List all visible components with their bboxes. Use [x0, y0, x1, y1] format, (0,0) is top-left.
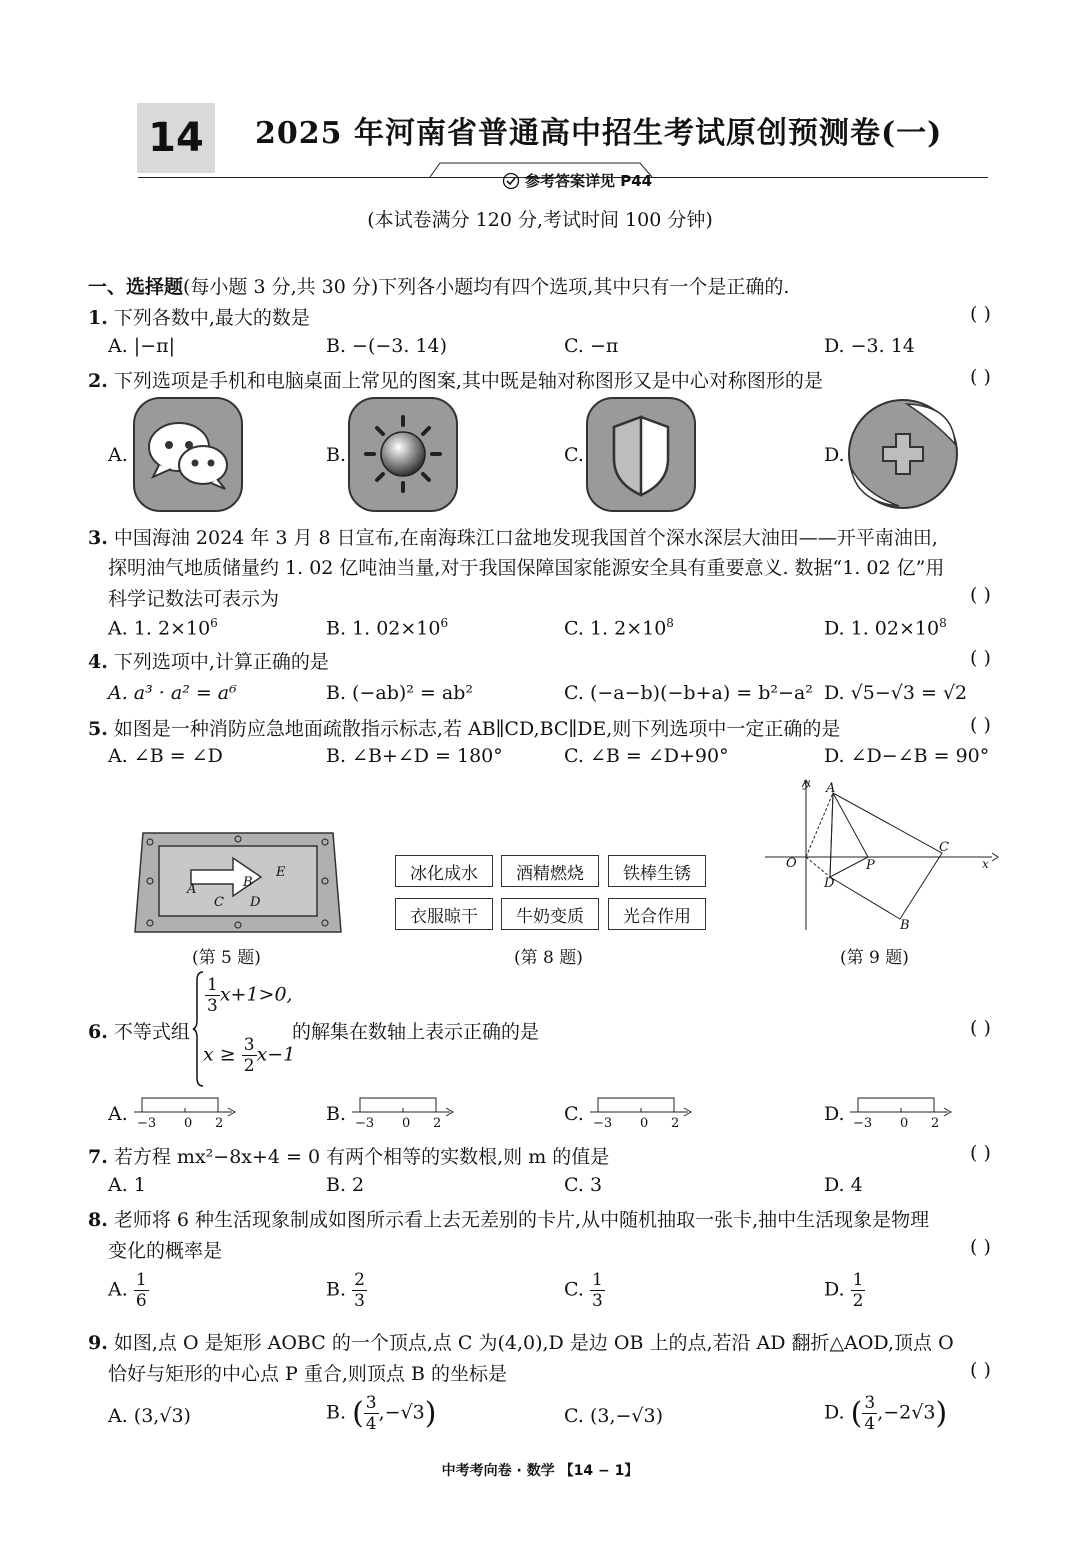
option-d[interactable]: D. 4: [824, 1174, 863, 1196]
question-text-line-1: 老师将 6 种生活现象制成如图所示看上去无差别的卡片,从中随机抽取一张卡,抽中生活现象是物理: [113, 1209, 930, 1231]
question-number: 8.: [88, 1209, 108, 1231]
shield-icon: [586, 397, 696, 512]
tick-label-m3: −3: [137, 1116, 157, 1131]
question-text: 如图是一种消防应急地面疏散指示标志,若 AB∥CD,BC∥DE,则下列选项中一定正确的是: [113, 718, 841, 740]
option-a[interactable]: A.: [108, 1103, 128, 1125]
answer-blank[interactable]: ( ): [970, 1142, 991, 1164]
question-text-line-2: 探明油气地质储量约 1. 02 亿吨油当量,对于我国保障国家能源安全具有重要意义. 数据“1. 02 亿”用: [108, 557, 945, 579]
option-b[interactable]: B. $\frac{2}{3}$: [326, 1270, 365, 1311]
figure-9-caption: (第 9 题): [840, 948, 909, 968]
option-d[interactable]: D.: [824, 1103, 845, 1125]
option-d[interactable]: D. $\frac{1}{2}$: [824, 1270, 864, 1311]
answer-blank[interactable]: ( ): [970, 714, 991, 736]
exponent: 6: [440, 616, 449, 630]
question-number: 6.: [88, 1021, 108, 1043]
question-4: [88, 647, 329, 674]
option-b[interactable]: B. −(−3. 14): [326, 335, 448, 357]
option-c[interactable]: [564, 616, 674, 639]
option-d[interactable]: [824, 616, 947, 639]
label-b: B: [243, 875, 253, 890]
card-3: 铁棒生锈: [608, 855, 706, 887]
tick-label-m3: −3: [355, 1116, 375, 1131]
question-3: [88, 523, 938, 550]
paper-title: 2025 年河南省普通高中招生考试原创预测卷(一): [255, 116, 943, 151]
label-b: B: [900, 918, 910, 933]
option-c[interactable]: C. ∠B = ∠D+90°: [564, 745, 729, 767]
plus-ball-icon: [847, 398, 959, 510]
page-footer: 中考考向卷 · 数学 【14 − 1】: [441, 1463, 639, 1479]
figure-8-caption: (第 8 题): [514, 948, 583, 968]
question-text-line-1: 如图,点 O 是矩形 AOBC 的一个顶点,点 C 为(4,0),D 是边 OB 上的点,若沿 AD 翻折△AOD,顶点 O: [113, 1332, 954, 1354]
option-a[interactable]: [108, 616, 218, 639]
option-c[interactable]: C. −π: [564, 335, 619, 357]
option-d[interactable]: D. ( $\frac{3}{4}$ ,−2√3): [824, 1393, 948, 1434]
question-1: [88, 303, 310, 330]
label-p: P: [866, 858, 875, 873]
tick-label-2: 2: [433, 1116, 442, 1131]
option-c[interactable]: C. $\frac{1}{3}$: [564, 1270, 603, 1311]
tick-label-0: 0: [900, 1116, 909, 1131]
option-b[interactable]: B.: [326, 1103, 347, 1125]
label-c: C: [939, 840, 949, 855]
inequality-1: $\frac{1}{3}$ x+1>0,: [207, 975, 293, 1016]
card-6: 光合作用: [608, 898, 706, 930]
card-4: 衣服晾干: [395, 898, 493, 930]
option-d[interactable]: D.: [824, 444, 845, 466]
question-7: [88, 1142, 609, 1169]
tick-label-0: 0: [184, 1116, 193, 1131]
option-a[interactable]: A.: [108, 444, 128, 466]
figure-9-diagram: [760, 775, 1000, 935]
question-2: [88, 366, 823, 393]
question-8: [88, 1205, 929, 1232]
exponent: 8: [939, 616, 947, 630]
option-c[interactable]: C. 3: [564, 1174, 603, 1196]
exponent: 8: [666, 616, 674, 630]
section-heading: [88, 272, 789, 299]
question-prefix: 不等式组: [113, 1021, 190, 1043]
option-text: B. 1. 02×10: [326, 617, 441, 640]
label-c: C: [214, 895, 224, 910]
question-text: 若方程 mx²−8x+4 = 0 有两个相等的实数根,则 m 的值是: [113, 1146, 610, 1168]
answer-blank[interactable]: ( ): [970, 1359, 991, 1381]
paper-number-badge: 14: [137, 103, 215, 173]
inequality-2: x ≥ $\frac{3}{2}$ x−1: [203, 1035, 296, 1076]
card-5: 牛奶变质: [501, 898, 599, 930]
question-number: 9.: [88, 1332, 108, 1354]
tick-label-2: 2: [215, 1116, 224, 1131]
question-text: 下列选项是手机和电脑桌面上常见的图案,其中既是轴对称图形又是中心对称图形的是: [113, 370, 823, 392]
question-number: 7.: [88, 1146, 108, 1168]
fraction: $\frac{3}{2}$: [243, 1035, 255, 1076]
label-e: E: [276, 865, 286, 880]
sun-icon: [348, 397, 458, 512]
option-a[interactable]: A. $\frac{1}{6}$: [108, 1270, 147, 1311]
question-9: [88, 1328, 954, 1355]
option-text: A. 1. 2×10: [108, 617, 211, 640]
option-a[interactable]: A. |−π|: [108, 335, 176, 357]
answer-blank[interactable]: ( ): [970, 584, 991, 606]
question-text-line-2: 变化的概率是: [108, 1240, 223, 1262]
question-number: 2.: [88, 370, 108, 392]
answer-blank[interactable]: ( ): [970, 1236, 991, 1258]
card-2: 酒精燃烧: [501, 855, 599, 887]
tick-label-0: 0: [402, 1116, 411, 1131]
option-d[interactable]: D. ∠D−∠B = 90°: [824, 745, 990, 767]
option-b[interactable]: B. (−ab)² = ab²: [326, 682, 473, 704]
question-text-line-3: 科学记数法可表示为: [108, 588, 280, 610]
option-text: C. 1. 2×10: [564, 617, 667, 640]
label-a: A: [187, 882, 197, 897]
label-d: D: [824, 876, 835, 891]
checkmark-icon: [502, 172, 520, 190]
question-text: 下列选项中,计算正确的是: [113, 651, 329, 673]
tick-label-m3: −3: [593, 1116, 613, 1131]
section-desc: (每小题 3 分,共 30 分)下列各小题均有四个选项,其中只有一个是正确的.: [183, 276, 790, 298]
chat-app-icon: [133, 397, 243, 512]
option-c[interactable]: C.: [564, 444, 584, 466]
tick-label-m3: −3: [853, 1116, 873, 1131]
axis-x-label: x: [982, 857, 989, 871]
label-o: O: [786, 856, 797, 871]
option-a[interactable]: A. ∠B = ∠D: [108, 745, 223, 767]
figure-5-caption: (第 5 题): [192, 948, 261, 968]
option-c[interactable]: C.: [564, 1103, 584, 1125]
axis-y-label: y: [803, 776, 810, 790]
exponent: 6: [210, 616, 218, 630]
option-a[interactable]: A. a³ · a² = a⁶: [108, 682, 237, 704]
question-5: [88, 714, 840, 741]
option-c[interactable]: C. (−a−b)(−b+a) = b²−a²: [564, 682, 813, 704]
question-number: 1.: [88, 307, 108, 329]
answer-blank[interactable]: ( ): [970, 303, 991, 325]
answer-blank[interactable]: ( ): [970, 647, 991, 669]
fraction: $\frac{1}{3}$: [207, 975, 218, 1016]
label-d: D: [250, 895, 261, 910]
tick-label-2: 2: [931, 1116, 940, 1131]
tick-label-2: 2: [671, 1116, 680, 1131]
question-text: 下列各数中,最大的数是: [113, 307, 310, 329]
option-b[interactable]: B. ( $\frac{3}{4}$ ,−√3): [326, 1393, 437, 1434]
question-6: [88, 1017, 190, 1044]
exam-note: (本试卷满分 120 分,考试时间 100 分钟): [367, 209, 713, 231]
option-b[interactable]: B. 2: [326, 1174, 365, 1196]
question-text: 的解集在数轴上表示正确的是: [292, 1021, 540, 1043]
label-a: A: [826, 781, 836, 796]
question-text-line-2: 恰好与矩形的中心点 P 重合,则顶点 B 的坐标是: [108, 1363, 507, 1385]
tick-label-0: 0: [640, 1116, 649, 1131]
option-a[interactable]: A. (3,√3): [108, 1405, 191, 1427]
option-a[interactable]: A. 1: [108, 1174, 146, 1196]
question-number: 5.: [88, 718, 108, 740]
figure-5-evacuation-sign: [133, 830, 343, 936]
option-d[interactable]: D. √5−√3 = √2: [824, 682, 968, 704]
question-text-line-1: 中国海油 2024 年 3 月 8 日宣布,在南海珠江口盆地发现我国首个深水深层大油田——开平南油田,: [113, 527, 938, 549]
option-b[interactable]: B. ∠B+∠D = 180°: [326, 745, 503, 767]
option-b[interactable]: [326, 616, 448, 639]
answer-blank[interactable]: ( ): [970, 366, 991, 388]
question-number: 4.: [88, 651, 108, 673]
option-c[interactable]: C. (3,−√3): [564, 1405, 664, 1427]
card-1: 冰化成水: [395, 855, 493, 887]
option-b[interactable]: B.: [326, 444, 347, 466]
option-text: D. 1. 02×10: [824, 617, 940, 640]
answer-reference: 参考答案详见 P44: [525, 172, 653, 190]
section-title: 一、选择题: [88, 276, 184, 298]
option-d[interactable]: D. −3. 14: [824, 335, 915, 357]
answer-blank[interactable]: ( ): [970, 1017, 991, 1039]
question-number: 3.: [88, 527, 108, 549]
